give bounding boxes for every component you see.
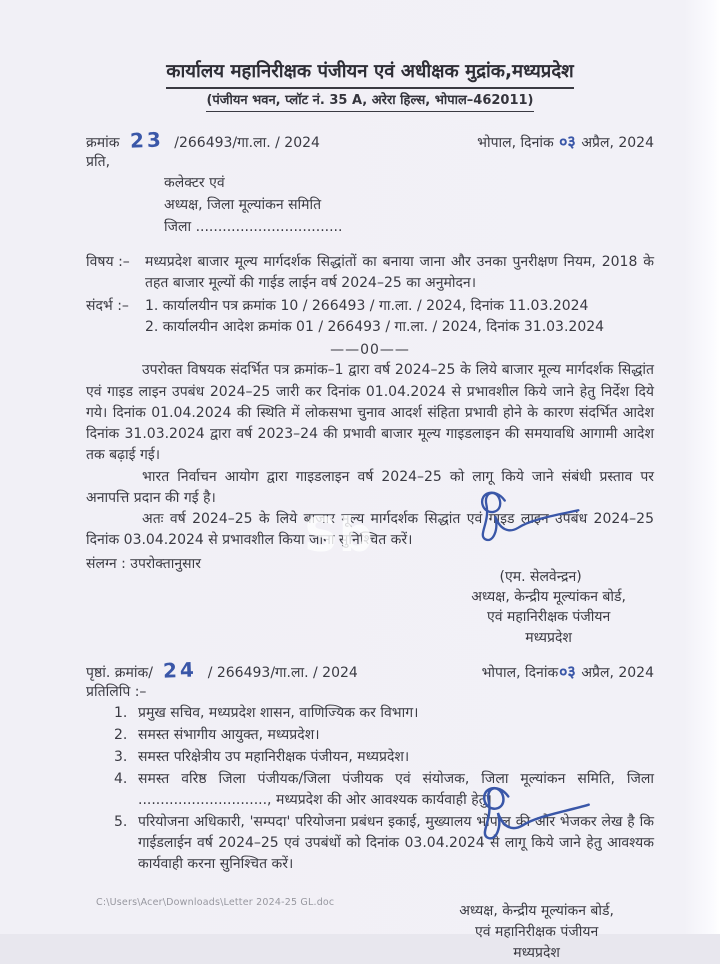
subject-text: मध्यप्रदेश बाजार मूल्य मार्गदर्शक सिद्धांतों का बनाया जाना और उनका पुनरीक्षण नियम, 2018 के तहत बाजार मूल्यों की गाईड लाईन वर्ष 2024–25 का अनुमोदन। [145,254,654,292]
copy-item-text: प्रमुख सचिव, मध्यप्रदेश शासन, वाणिज्यिक कर विभाग। [138,704,419,721]
copy-item-text: समस्त परिक्षेत्रीय उप महानिरीक्षक पंजीयन, मध्यप्रदेश। [138,748,410,765]
subject-row [86,252,654,294]
endorsement-prefix: पृष्ठां. क्रमांक/ [86,664,153,681]
copy-item-text: परियोजना अधिकारी, 'सम्पदा' परियोजना प्रबंधन इकाई, मुख्यालय भोपाल की ओर भेजकर लेख है कि गाईडलाईन वर्ष 2024–25 एवं उपबंधों को दिनांक 03.04.2024 से लागू किये जाने हेतु आवश्यक कार्यवाही करना सुनिश्चित करें। [138,813,654,872]
letter-number-handwritten: 23 [129,126,165,153]
copy-item [114,725,654,746]
copy-item-text: समस्त वरिष्ठ जिला पंजीयक/जिला पंजीयक एवं संयोजक, जिला मूल्यांकन समिति, जिला ............................., मध्यप्रदेश की ओर आवश्यक कार्यवाही हेतु। [138,770,654,808]
letter-number-suffix: /266493/गा.ला. / 2024 [174,134,320,151]
endorsement-suffix: / 266493/गा.ला. / 2024 [207,664,358,681]
signature-ink-top [468,487,588,549]
closing-designation: अध्यक्ष, केन्द्रीय मूल्यांकन बोर्ड, [459,902,614,919]
addressee-block [86,152,654,239]
reference-number-row [86,128,654,152]
copy-item [114,703,654,724]
office-title: कार्यालय महानिरीक्षक पंजीयन एवं अधीक्षक मुद्रांक,मध्यप्रदेश [166,60,573,89]
copy-item [114,747,654,768]
endorsement-date-suffix: अप्रैल, 2024 [581,664,654,681]
enclosure-line: संलग्न : उपरोक्तानुसार [86,555,201,572]
copy-item-number: 3. [114,748,128,765]
closing-state: मध्यप्रदेश [513,944,560,961]
closing-designation: एवं महानिरीक्षक पंजीयन [474,923,599,940]
closing-signature-block [86,901,654,964]
reference-item: 2. कार्यालयीन आदेश क्रमांक 01 / 266493 / गा.ला. / 2024, दिनांक 31.03.2024 [145,319,605,336]
letterhead [86,60,654,112]
subject-label: विषय :– [86,254,130,271]
reference-row [86,296,654,338]
to-label: प्रति, [86,153,111,170]
addressee-line: अध्यक्ष, जिला मूल्यांकन समिति [164,196,322,213]
file-path-footer: C:\Users\Acer\Downloads\Letter 2024-25 GL.doc [96,897,335,908]
body-paragraph-1: उपरोक्त विषयक संदर्भित पत्र क्रमांक–1 द्वारा वर्ष 2024–25 के लिये बाजार मूल्य मार्गदर्शक सिद्धांत एवं गाइड लाइन उपबंध 2024–25 जारी कर दिनांक 01.04.2024 से प्रभावशील किये जाने हेतु निर्देश दिये गये। दिनांक 01.04.2024 की स्थिति में लोकसभा चुनाव आदर्श संहिता प्रभावी होने के कारण संदर्भित आदेश दिनांक 31.03.2024 द्वारा वर्ष 2023–24 की प्रभावी बाजार मूल्य गाइडलाइन की समयावधि आगामी आदेश तक बढ़ाई गई। [86,362,654,464]
endorsement-row [86,658,654,682]
date-suffix: अप्रैल, 2024 [581,134,654,151]
body-paragraph-3: अतः वर्ष 2024–25 के लिये बाजार मूल्य मार्गदर्शक सिद्धांत एवं गाइड लाइन उपबंध 2024–25 दिनांक 03.04.2024 से प्रभावशील किया जाना सुनिश्चित करें। [86,511,654,549]
body-paragraph-2: भारत निर्वाचन आयोग द्वारा गाइडलाइन वर्ष 2024–25 को लागू किये जाने संबंधी प्रस्ताव पर अनापत्ति प्रदान की गई है। [86,468,654,506]
scan-watermark: Sb [304,508,374,563]
place-date-prefix: भोपाल, दिनांक [477,134,554,151]
date-handwritten: ०३ [558,131,577,151]
endorsement-number [86,658,358,682]
signature-ink-bottom [468,782,598,848]
copy-item-number: 5. [114,813,128,830]
reference-item: 1. कार्यालयीन पत्र क्रमांक 10 / 266493 / गा.ला. / 2024, दिनांक 11.03.2024 [145,298,589,315]
copy-item-number: 1. [114,704,128,721]
reference-label: संदर्भ :– [86,298,129,315]
letter-number [86,128,320,152]
addressee-line-district-blank: जिला ................................. [164,218,343,235]
signatory-designation: एवं महानिरीक्षक पंजीयन [486,609,611,626]
copy-item-text: समस्त संभागीय आयुक्त, मध्यप्रदेश। [138,726,320,743]
letter-number-label: क्रमांक [86,134,120,151]
signatory-name: (एम. सेलवेन्द्रन) [499,568,582,585]
endorsement-number-handwritten: 24 [162,657,198,683]
endorsement-place-date-prefix: भोपाल, दिनांक [481,664,559,681]
place-date [477,130,654,152]
endorsement-place-date [482,660,654,682]
signatory-designation: अध्यक्ष, केन्द्रीय मूल्यांकन बोर्ड, [471,588,626,605]
copy-to-label: प्रतिलिपि :– [86,683,147,700]
copy-item-number: 2. [114,726,128,743]
signature-block [86,567,654,648]
endorsement-date-handwritten: ०३ [558,661,577,682]
office-address: (पंजीयन भवन, प्लॉट नं. 35 A, अरेरा हिल्स, भोपाल–462011) [206,92,533,112]
copy-item-number: 4. [114,770,128,787]
addressee-line: कलेक्टर एवं [164,175,225,192]
signatory-state: मध्यप्रदेश [525,629,572,646]
section-divider: ——00—— [330,342,410,359]
